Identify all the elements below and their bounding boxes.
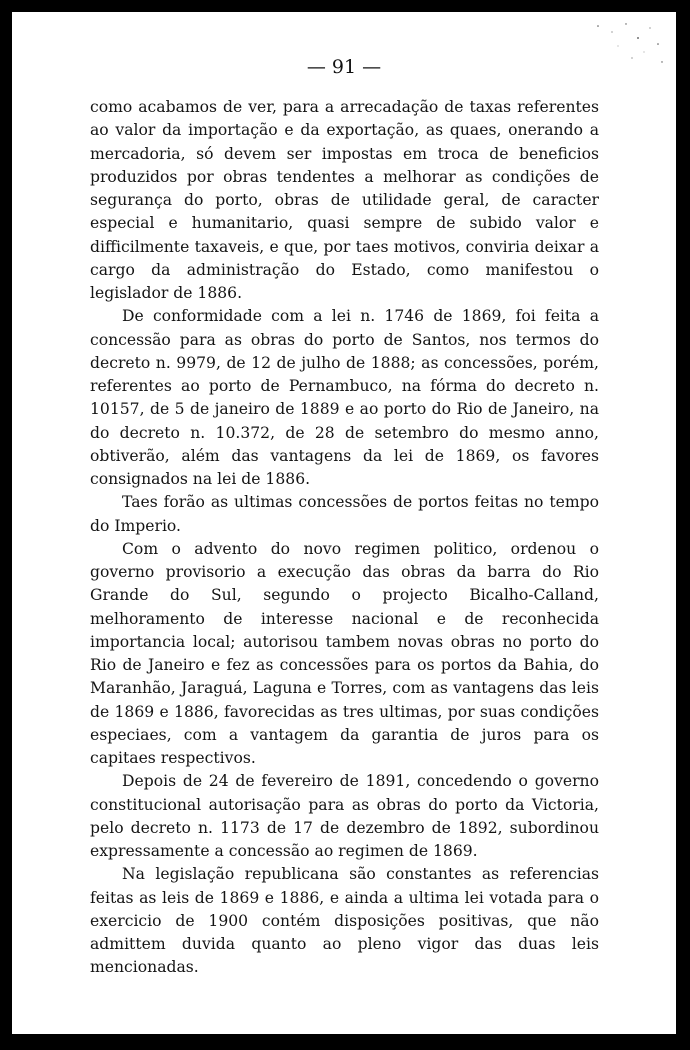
body-text xyxy=(90,96,599,980)
book-page xyxy=(12,12,676,1034)
paragraph: Taes forão as ultimas concessões de portos feitas no tempo do Imperio. xyxy=(90,493,599,535)
paragraph: Depois de 24 de fevereiro de 1891, concedendo o governo constitucional autorisação para as obras do porto da Victoria, pelo decreto n. 1173 de 17 de dezembro de 1892, subordinou expressamente a concessão ao regimen de 1869. xyxy=(90,772,599,860)
paragraph: De conformidade com a lei n. 1746 de 1869, foi feita a concessão para as obras do porto de Santos, nos termos do decreto n. 9979, de 12 de julho de 1888; as concessões, porém, referentes ao porto de Pernambuco, na fórma do decreto n. 10157, de 5 de janeiro de 1889 e ao porto do Rio de Janeiro, na do decreto n. 10.372, de 28 de setembro do mesmo anno, obtiverão, além das vantagens da lei de 1869, os favores consignados na lei de 1886. xyxy=(90,307,599,488)
paragraph: como acabamos de ver, para a arrecadação de taxas referentes ao valor da importação e da exportação, as quaes, onerando a mercadoria, só devem ser impostas em troca de beneficios produzidos por obras tendentes a melhorar as condições de segurança do porto, obras de utilidade geral, de caracter especial e humanitario, quasi sempre de subido valor e difficilmente taxaveis, e que, por taes motivos, conviria deixar a cargo da administração do Estado, como manifestou o legislador de 1886. xyxy=(90,98,599,302)
paragraph: Com o advento do novo regimen politico, ordenou o governo provisorio a execução das obras da barra do Rio Grande do Sul, segundo o projecto Bicalho-Calland, melhoramento de interesse nacional e de reconhecida importancia local; autorisou tambem novas obras no porto do Rio de Janeiro e fez as concessões para os portos da Bahia, do Maranhão, Jaraguá, Laguna e Torres, com as vantagens das leis de 1869 e 1886, favorecidas as tres ultimas, por suas condições especiaes, com a vantagem da garantia de juros para os capitaes respectivos. xyxy=(90,539,599,767)
page-number: — 91 — xyxy=(306,56,382,78)
paragraph: Na legislação republicana são constantes as referencias feitas as leis de 1869 e 1886, e ainda a ultima lei votada para o exercicio de 1900 contém disposições positivas, que não admittem duvida quanto ao pleno vigor das duas leis mencionadas. xyxy=(90,865,599,977)
